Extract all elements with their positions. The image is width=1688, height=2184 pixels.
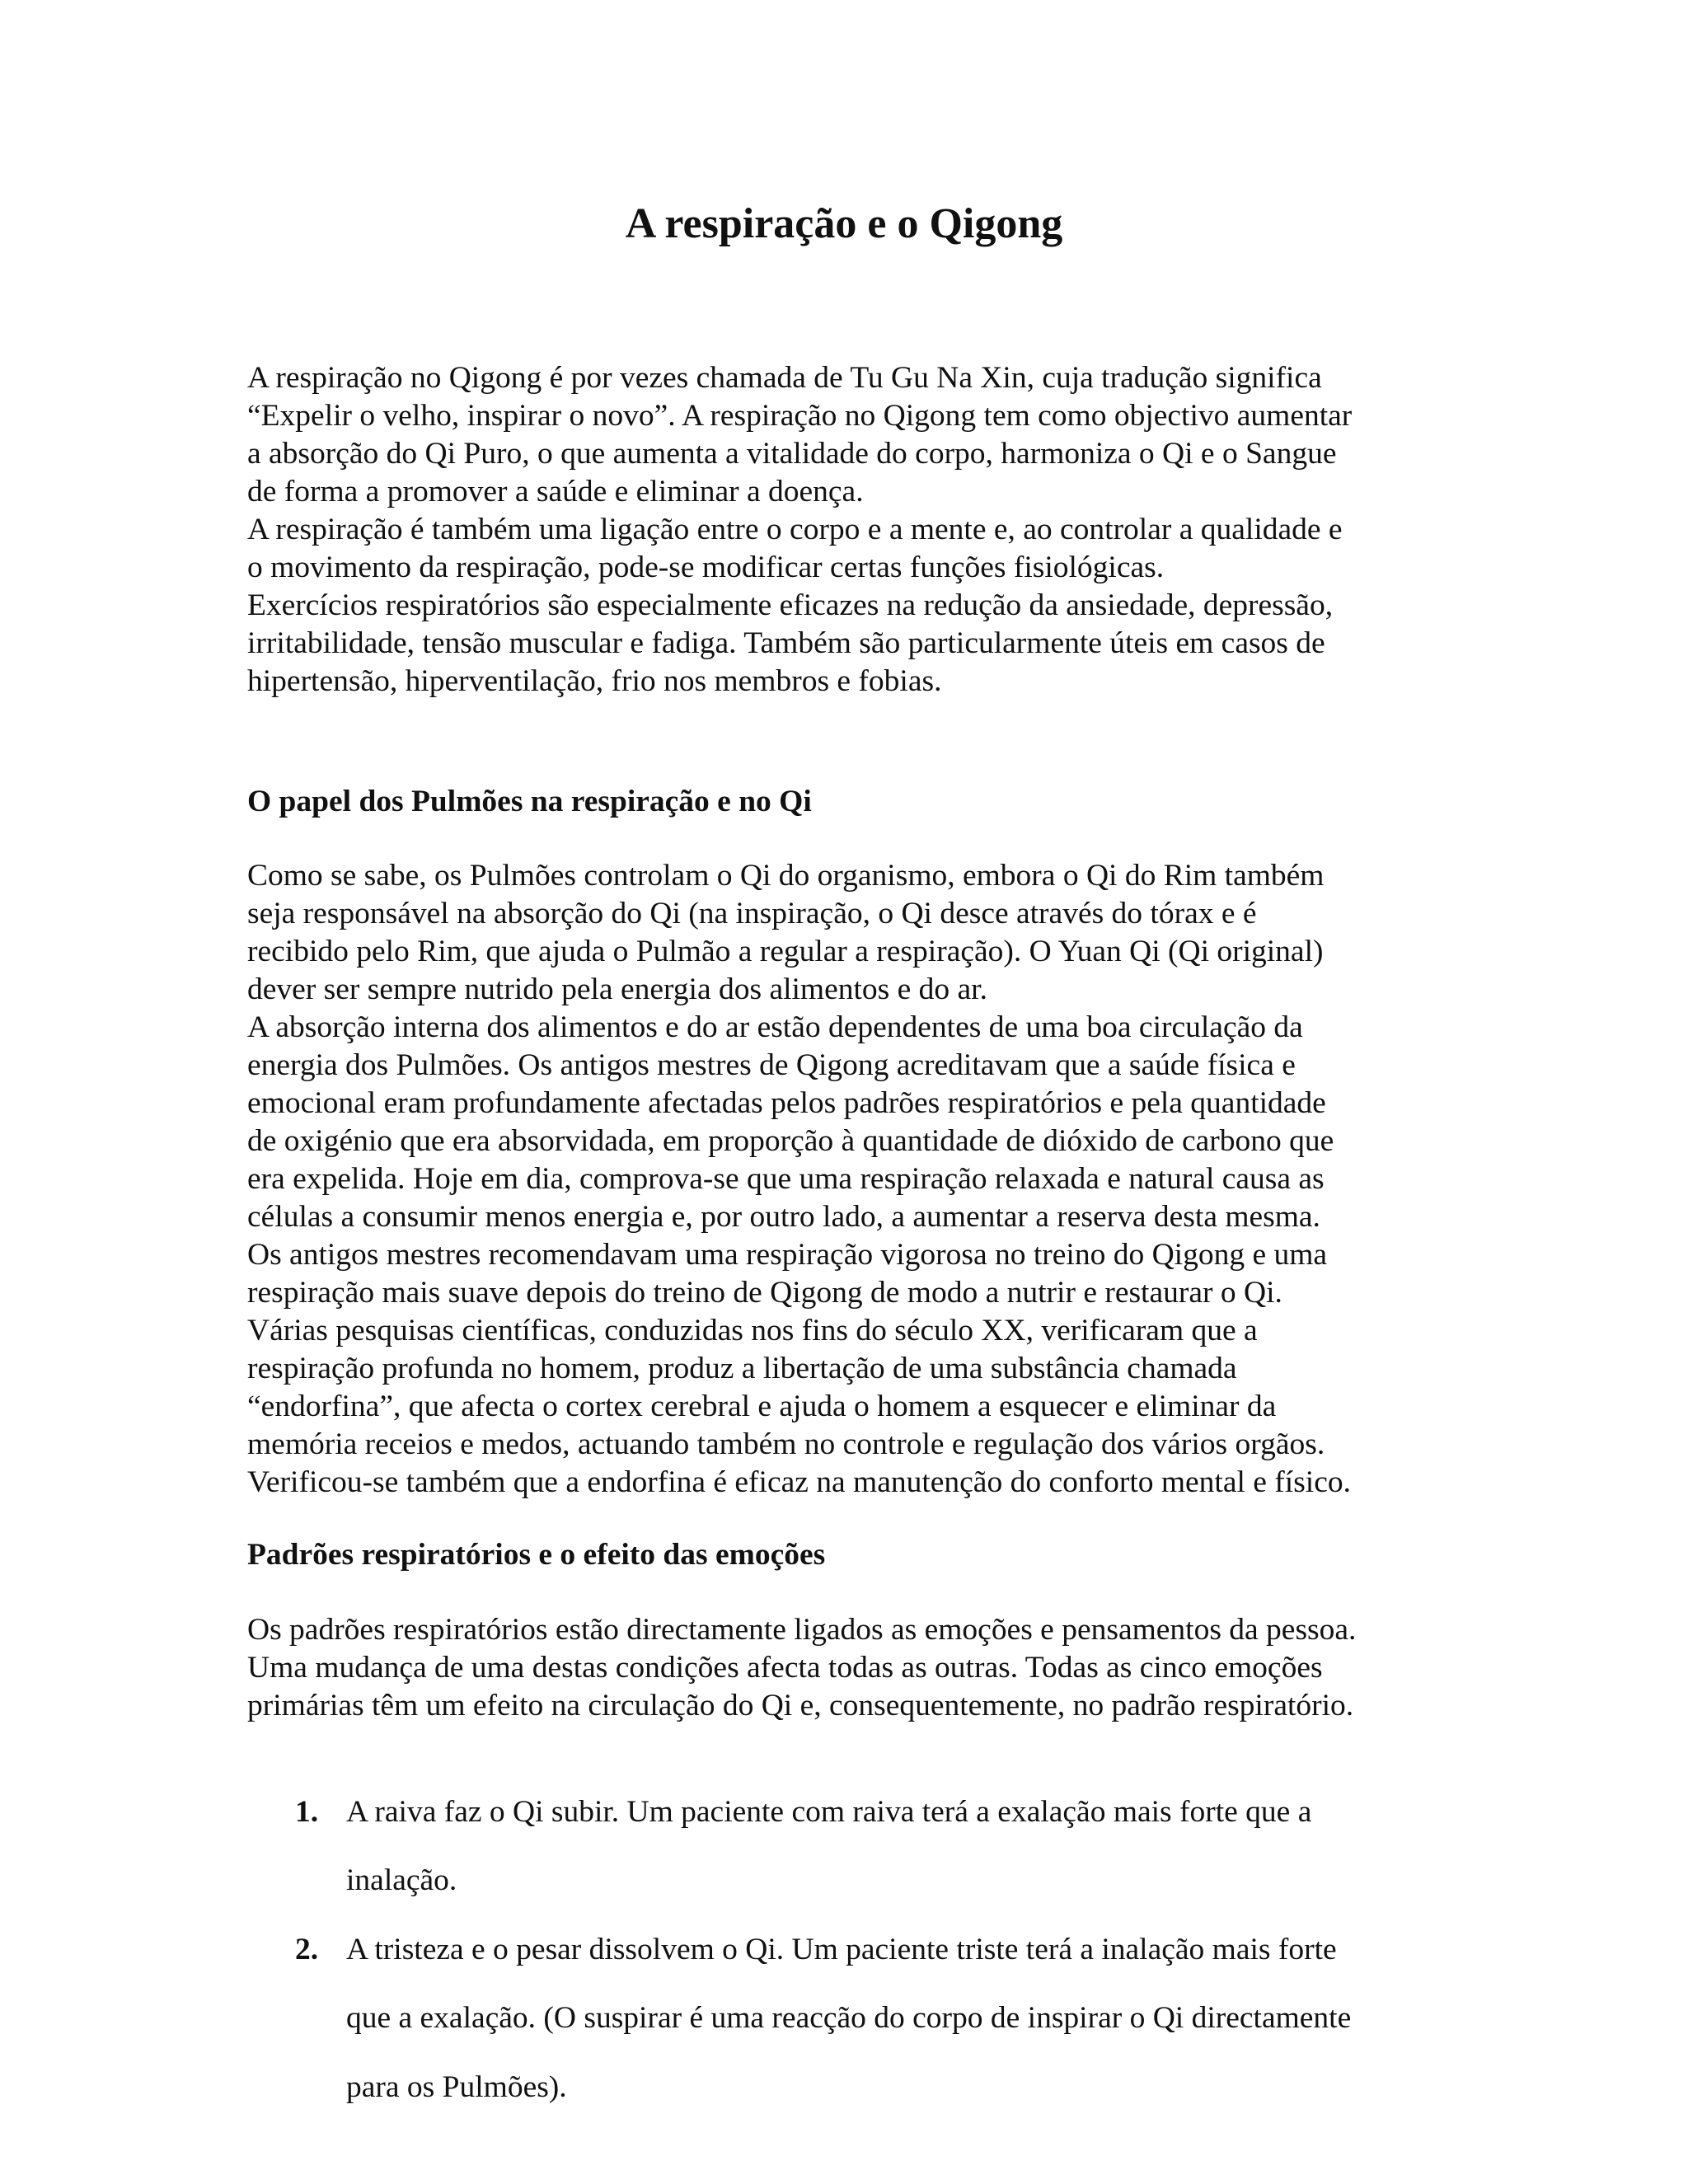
text-line: dever ser sempre nutrido pela energia dos alimentos e do ar. <box>247 972 987 1006</box>
section-padroes-paragraph <box>247 1611 1451 1725</box>
section-heading-padroes: Padrões respiratórios e o efeito das emoções <box>247 1538 826 1572</box>
text-line: a absorção do Qi Puro, o que aumenta a vitalidade do corpo, harmoniza o Qi e o Sangue <box>247 437 1337 471</box>
text-line: energia dos Pulmões. Os antigos mestres de Qigong acreditavam que a saúde física e <box>247 1048 1296 1082</box>
text-line: A raiva faz o Qi subir. Um paciente com raiva terá a exalação mais forte que a <box>346 1794 1312 1829</box>
text-line: Várias pesquisas científicas, conduzidas nos fins do século XX, verificaram que a <box>247 1314 1258 1347</box>
text-line: recibido pelo Rim, que ajuda o Pulmão a regular a respiração). O Yuan Qi (Qi original) <box>247 935 1324 968</box>
list-item-number: 1. <box>295 1794 319 1829</box>
text-line: Uma mudança de uma destas condições afecta todas as outras. Todas as cinco emoções <box>247 1651 1323 1685</box>
text-line: hipertensão, hiperventilação, frio nos membros e fobias. <box>247 664 942 698</box>
text-line: respiração profunda no homem, produz a libertação de uma substância chamada <box>247 1352 1237 1385</box>
page-title: A respiração e o Qigong <box>625 200 1063 247</box>
text-line: Verificou-se também que a endorfina é eficaz na manutenção do conforto mental e físico. <box>247 1465 1351 1499</box>
text-line: Exercícios respiratórios são especialmente eficazes na redução da ansiedade, depressão, <box>247 588 1334 622</box>
text-line: Os antigos mestres recomendavam uma respiração vigorosa no treino do Qigong e uma <box>247 1238 1328 1272</box>
text-line: A absorção interna dos alimentos e do ar estão dependentes de uma boa circulação da <box>247 1010 1303 1044</box>
text-line: irritabilidade, tensão muscular e fadiga. Também são particularmente úteis em casos de <box>247 626 1325 660</box>
text-line: A respiração é também uma ligação entre o corpo e a mente e, ao controlar a qualidade e <box>247 513 1343 546</box>
text-line: Os padrões respiratórios estão directamente ligados as emoções e pensamentos da pessoa. <box>247 1613 1357 1647</box>
emotions-list <box>247 1762 1451 2137</box>
section-heading-pulmoes: O papel dos Pulmões na respiração e no Qi <box>247 785 812 818</box>
text-line: A tristeza e o pesar dissolvem o Qi. Um paciente triste terá a inalação mais forte <box>346 1932 1337 1966</box>
list-item <box>247 1931 1451 2107</box>
text-line: para os Pulmões). <box>346 2069 567 2104</box>
text-line: era expelida. Hoje em dia, comprova-se que uma respiração relaxada e natural causa as <box>247 1162 1325 1196</box>
intro-paragraph <box>247 359 1451 701</box>
text-line: de forma a promover a saúde e eliminar a doença. <box>247 475 864 509</box>
text-line: o movimento da respiração, pode-se modificar certas funções fisiológicas. <box>247 551 1165 584</box>
text-line: “endorfina”, que afecta o cortex cerebral e ajuda o homem a esquecer e eliminar da <box>247 1390 1277 1423</box>
text-line: primárias têm um efeito na circulação do Qi e, consequentemente, no padrão respiratório. <box>247 1689 1354 1722</box>
list-item <box>247 1793 1451 1900</box>
section-pulmoes-paragraph <box>247 857 1451 1502</box>
text-line: emocional eram profundamente afectadas pelos padrões respiratórios e pela quantidade <box>247 1086 1326 1120</box>
text-line: seja responsável na absorção do Qi (na inspiração, o Qi desce através do tórax e é <box>247 897 1257 930</box>
text-line: A respiração no Qigong é por vezes chamada de Tu Gu Na Xin, cuja tradução significa <box>247 361 1322 395</box>
text-line: inalação. <box>346 1863 457 1897</box>
text-line: de oxigénio que era absorvidada, em proporção à quantidade de dióxido de carbono que <box>247 1124 1334 1158</box>
text-line: células a consumir menos energia e, por outro lado, a aumentar a reserva desta mesma. <box>247 1200 1320 1234</box>
text-line: memória receios e medos, actuando também no controle e regulação dos vários orgãos. <box>247 1427 1325 1461</box>
text-line: “Expelir o velho, inspirar o novo”. A respiração no Qigong tem como objectivo aumentar <box>247 399 1353 433</box>
text-line: Como se sabe, os Pulmões controlam o Qi do organismo, embora o Qi do Rim também <box>247 859 1325 893</box>
text-line: respiração mais suave depois do treino de Qigong de modo a nutrir e restaurar o Qi. <box>247 1276 1282 1310</box>
list-item-number: 2. <box>295 1932 319 1966</box>
text-line: que a exalação. (O suspirar é uma reacção do corpo de inspirar o Qi directamente <box>346 2001 1352 2035</box>
